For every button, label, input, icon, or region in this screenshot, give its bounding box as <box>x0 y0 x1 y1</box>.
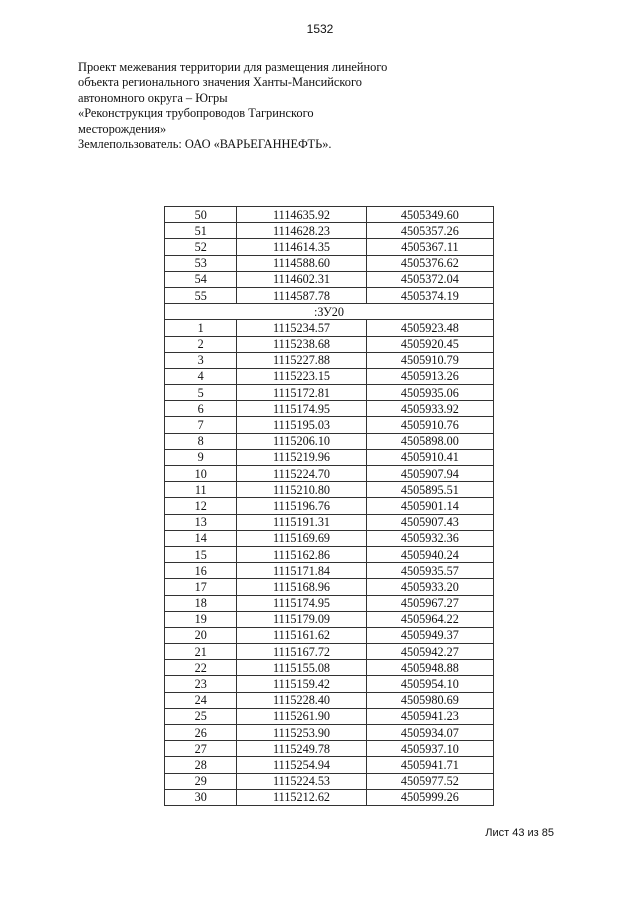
y-coordinate-cell: 4505376.62 <box>366 255 493 271</box>
point-number-cell: 55 <box>165 287 237 303</box>
x-coordinate-cell: 1115174.95 <box>237 595 366 611</box>
point-number-cell: 7 <box>165 417 237 433</box>
point-number-cell: 16 <box>165 563 237 579</box>
point-number-cell: 54 <box>165 271 237 287</box>
x-coordinate-cell: 1115227.88 <box>237 352 366 368</box>
x-coordinate-cell: 1115191.31 <box>237 514 366 530</box>
x-coordinate-cell: 1115195.03 <box>237 417 366 433</box>
point-number-cell: 2 <box>165 336 237 352</box>
point-number-cell: 18 <box>165 595 237 611</box>
table-row <box>165 385 494 401</box>
x-coordinate-cell: 1114588.60 <box>237 255 366 271</box>
y-coordinate-cell: 4505357.26 <box>366 223 493 239</box>
table-row <box>165 417 494 433</box>
table-row <box>165 708 494 724</box>
table-row <box>165 271 494 287</box>
x-coordinate-cell: 1115155.08 <box>237 660 366 676</box>
table-row <box>165 449 494 465</box>
point-number-cell: 28 <box>165 757 237 773</box>
point-number-cell: 50 <box>165 207 237 223</box>
x-coordinate-cell: 1114602.31 <box>237 271 366 287</box>
table-row <box>165 595 494 611</box>
table-row <box>165 579 494 595</box>
coordinates-table-body <box>165 207 494 806</box>
table-row <box>165 692 494 708</box>
section-title: :ЗУ20 <box>165 304 494 320</box>
y-coordinate-cell: 4505934.07 <box>366 725 493 741</box>
sheet-counter: Лист 43 из 85 <box>485 827 554 839</box>
point-number-cell: 19 <box>165 611 237 627</box>
point-number-cell: 6 <box>165 401 237 417</box>
header-line: «Реконструкция трубопроводов Тагринского <box>78 106 314 121</box>
y-coordinate-cell: 4505901.14 <box>366 498 493 514</box>
y-coordinate-cell: 4505374.19 <box>366 287 493 303</box>
point-number-cell: 9 <box>165 449 237 465</box>
table-row <box>165 466 494 482</box>
point-number-cell: 29 <box>165 773 237 789</box>
point-number-cell: 4 <box>165 368 237 384</box>
x-coordinate-cell: 1115167.72 <box>237 644 366 660</box>
point-number-cell: 14 <box>165 530 237 546</box>
x-coordinate-cell: 1115210.80 <box>237 482 366 498</box>
point-number-cell: 10 <box>165 466 237 482</box>
y-coordinate-cell: 4505372.04 <box>366 271 493 287</box>
x-coordinate-cell: 1115261.90 <box>237 708 366 724</box>
section-title-row <box>165 304 494 320</box>
x-coordinate-cell: 1115212.62 <box>237 789 366 805</box>
x-coordinate-cell: 1115238.68 <box>237 336 366 352</box>
y-coordinate-cell: 4505941.71 <box>366 757 493 773</box>
point-number-cell: 52 <box>165 239 237 255</box>
x-coordinate-cell: 1115206.10 <box>237 433 366 449</box>
point-number-cell: 27 <box>165 741 237 757</box>
y-coordinate-cell: 4505935.57 <box>366 563 493 579</box>
header-line: Проект межевания территории для размещения линейного <box>78 60 388 74</box>
point-number-cell: 1 <box>165 320 237 336</box>
y-coordinate-cell: 4505977.52 <box>366 773 493 789</box>
y-coordinate-cell: 4505967.27 <box>366 595 493 611</box>
x-coordinate-cell: 1115223.15 <box>237 368 366 384</box>
y-coordinate-cell: 4505923.48 <box>366 320 493 336</box>
y-coordinate-cell: 4505949.37 <box>366 627 493 643</box>
table-row <box>165 336 494 352</box>
table-row <box>165 287 494 303</box>
header-line: автономного округа – Югры <box>78 90 228 105</box>
table-row <box>165 676 494 692</box>
y-coordinate-cell: 4505910.41 <box>366 449 493 465</box>
x-coordinate-cell: 1115174.95 <box>237 401 366 417</box>
point-number-cell: 25 <box>165 708 237 724</box>
table-row <box>165 433 494 449</box>
y-coordinate-cell: 4505349.60 <box>366 207 493 223</box>
table-row <box>165 401 494 417</box>
y-coordinate-cell: 4505933.92 <box>366 401 493 417</box>
y-coordinate-cell: 4505895.51 <box>366 482 493 498</box>
point-number-cell: 15 <box>165 546 237 562</box>
table-row <box>165 644 494 660</box>
x-coordinate-cell: 1115224.53 <box>237 773 366 789</box>
y-coordinate-cell: 4505937.10 <box>366 741 493 757</box>
point-number-cell: 17 <box>165 579 237 595</box>
table-row <box>165 773 494 789</box>
point-number-cell: 8 <box>165 433 237 449</box>
x-coordinate-cell: 1114635.92 <box>237 207 366 223</box>
x-coordinate-cell: 1115162.86 <box>237 546 366 562</box>
table-row <box>165 368 494 384</box>
point-number-cell: 20 <box>165 627 237 643</box>
x-coordinate-cell: 1114614.35 <box>237 239 366 255</box>
y-coordinate-cell: 4505898.00 <box>366 433 493 449</box>
table-row <box>165 320 494 336</box>
y-coordinate-cell: 4505980.69 <box>366 692 493 708</box>
y-coordinate-cell: 4505932.36 <box>366 530 493 546</box>
point-number-cell: 22 <box>165 660 237 676</box>
y-coordinate-cell: 4505942.27 <box>366 644 493 660</box>
x-coordinate-cell: 1115224.70 <box>237 466 366 482</box>
x-coordinate-cell: 1114628.23 <box>237 223 366 239</box>
point-number-cell: 23 <box>165 676 237 692</box>
land-user-label: Землепользователь: <box>78 137 182 152</box>
x-coordinate-cell: 1115234.57 <box>237 320 366 336</box>
y-coordinate-cell: 4505910.76 <box>366 417 493 433</box>
x-coordinate-cell: 1115169.69 <box>237 530 366 546</box>
point-number-cell: 13 <box>165 514 237 530</box>
table-row <box>165 627 494 643</box>
page-number: 1532 <box>306 22 334 36</box>
y-coordinate-cell: 4505933.20 <box>366 579 493 595</box>
table-row <box>165 757 494 773</box>
table-row <box>165 563 494 579</box>
x-coordinate-cell: 1115219.96 <box>237 449 366 465</box>
land-user-value: ОАО «ВАРЬЕГАННЕФТЬ». <box>181 137 332 152</box>
table-row <box>165 530 494 546</box>
y-coordinate-cell: 4505954.10 <box>366 676 493 692</box>
y-coordinate-cell: 4505940.24 <box>366 546 493 562</box>
point-number-cell: 5 <box>165 385 237 401</box>
point-number-cell: 26 <box>165 725 237 741</box>
x-coordinate-cell: 1115159.42 <box>237 676 366 692</box>
y-coordinate-cell: 4505913.26 <box>366 368 493 384</box>
table-row <box>165 223 494 239</box>
table-row <box>165 352 494 368</box>
y-coordinate-cell: 4505964.22 <box>366 611 493 627</box>
header-line: объекта регионального значения Ханты-Мансийского <box>78 75 362 90</box>
table-row <box>165 725 494 741</box>
y-coordinate-cell: 4505999.26 <box>366 789 493 805</box>
point-number-cell: 30 <box>165 789 237 805</box>
table-row <box>165 498 494 514</box>
table-row <box>165 741 494 757</box>
point-number-cell: 21 <box>165 644 237 660</box>
x-coordinate-cell: 1115161.62 <box>237 627 366 643</box>
point-number-cell: 53 <box>165 255 237 271</box>
land-user-line <box>78 137 408 152</box>
x-coordinate-cell: 1114587.78 <box>237 287 366 303</box>
table-row <box>165 482 494 498</box>
table-row <box>165 660 494 676</box>
y-coordinate-cell: 4505907.43 <box>366 514 493 530</box>
x-coordinate-cell: 1115249.78 <box>237 741 366 757</box>
x-coordinate-cell: 1115172.81 <box>237 385 366 401</box>
table-row <box>165 207 494 223</box>
y-coordinate-cell: 4505907.94 <box>366 466 493 482</box>
point-number-cell: 12 <box>165 498 237 514</box>
table-row <box>165 239 494 255</box>
table-row <box>165 789 494 805</box>
y-coordinate-cell: 4505935.06 <box>366 385 493 401</box>
x-coordinate-cell: 1115228.40 <box>237 692 366 708</box>
x-coordinate-cell: 1115254.94 <box>237 757 366 773</box>
table-row <box>165 514 494 530</box>
y-coordinate-cell: 4505920.45 <box>366 336 493 352</box>
x-coordinate-cell: 1115171.84 <box>237 563 366 579</box>
header-line: месторождения» <box>78 121 167 136</box>
y-coordinate-cell: 4505367.11 <box>366 239 493 255</box>
x-coordinate-cell: 1115196.76 <box>237 498 366 514</box>
x-coordinate-cell: 1115179.09 <box>237 611 366 627</box>
x-coordinate-cell: 1115253.90 <box>237 725 366 741</box>
table-row <box>165 611 494 627</box>
y-coordinate-cell: 4505948.88 <box>366 660 493 676</box>
document-header <box>78 60 408 152</box>
y-coordinate-cell: 4505941.23 <box>366 708 493 724</box>
x-coordinate-cell: 1115168.96 <box>237 579 366 595</box>
point-number-cell: 51 <box>165 223 237 239</box>
point-number-cell: 24 <box>165 692 237 708</box>
table-row <box>165 546 494 562</box>
point-number-cell: 3 <box>165 352 237 368</box>
point-number-cell: 11 <box>165 482 237 498</box>
table-row <box>165 255 494 271</box>
y-coordinate-cell: 4505910.79 <box>366 352 493 368</box>
coordinates-table <box>164 206 494 806</box>
